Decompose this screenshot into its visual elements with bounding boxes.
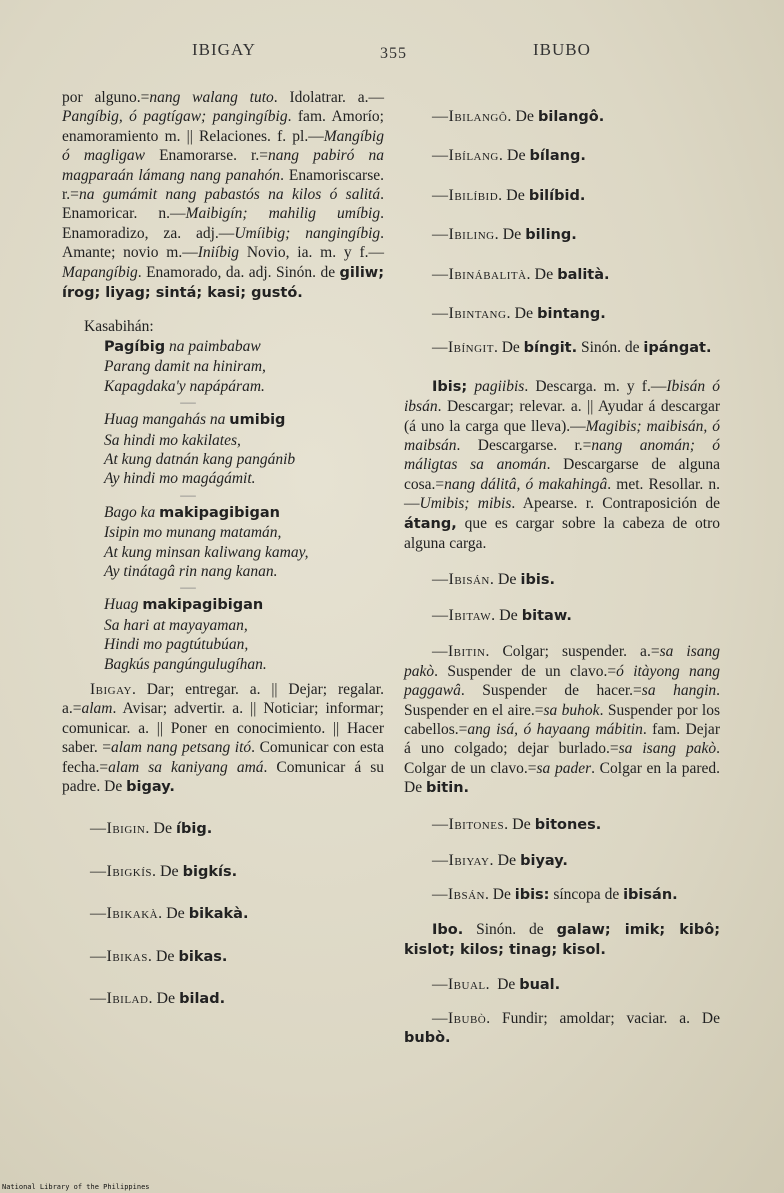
plain-text: . Dar; entregar. a. || Dejar; regalar. a.= — [62, 680, 384, 718]
plain-text: . Enamorado, da. adj. Sinón. de — [137, 263, 340, 281]
cross-reference-entry — [404, 225, 720, 245]
bold-term: bíngit. — [523, 340, 578, 357]
bold-term: ibisán. — [623, 887, 678, 904]
italic-text: Maibigín; mahilig umíbig — [185, 205, 381, 223]
separator: . — [147, 947, 156, 965]
xref-word: ibis. — [520, 571, 555, 588]
xref-word: bilad. — [179, 991, 226, 1008]
plain-text: . Suspender de hacer.= — [460, 682, 642, 700]
proverb-verses — [62, 337, 384, 674]
entry-head: —Ibisán — [432, 570, 490, 588]
verse-line — [104, 503, 384, 523]
xref-de: De — [497, 851, 521, 869]
xref-de: De — [506, 186, 529, 204]
entry-head: —Ibintang — [432, 305, 507, 323]
separator: . — [489, 851, 498, 869]
bold-term: ibis: — [514, 887, 550, 904]
verse-line: At kung datnán kang pangánib — [104, 450, 296, 468]
entry-body — [485, 886, 678, 903]
italic-text: alam sa kaniyang amá — [108, 758, 264, 776]
verse-text: Huag mangahás na — [104, 411, 230, 429]
xref-word: bigkís. — [182, 863, 238, 880]
verse-line: Kapagdaka'y napápáram. — [104, 377, 265, 395]
entry-head: —Ibsán — [432, 886, 486, 904]
right-column — [404, 88, 720, 1049]
italic-text: Pangíbig, ó pagtígaw; pangingíbig — [62, 108, 288, 126]
xref-word: bilangô. — [537, 109, 605, 125]
separator: . — [494, 226, 503, 244]
plain-text: . Apearse. r. Contraposición de — [511, 495, 720, 513]
italic-text: Ibisán ó ibsán — [404, 377, 721, 416]
plain-text: Enamorarse. r.= — [144, 147, 268, 165]
verse-line: Isipin mo munang matamán, — [104, 524, 282, 542]
cross-reference-entry — [62, 947, 384, 967]
entry-head: —Ibitones — [432, 815, 505, 833]
entry-head: —Ibiling — [432, 226, 495, 244]
right-xrefs-top — [404, 107, 720, 324]
plain-text: . Descargar; relevar. a. || Ayudar á descargar (á uno la carga que lleva).— — [404, 398, 720, 435]
entry-ibsan — [404, 885, 720, 905]
entry-head: —Ibual — [432, 975, 486, 993]
cross-reference-entry — [62, 989, 384, 1009]
cross-reference-entry — [404, 186, 720, 206]
entry-head: —Ibitin — [432, 643, 486, 661]
entry-head: —Ibilíbid — [432, 186, 499, 204]
verse-text: na paimbabaw — [165, 337, 261, 355]
cross-reference-entry — [62, 862, 384, 882]
verse-line — [104, 337, 384, 357]
xref-de: De — [160, 862, 183, 880]
entry-ibis — [404, 377, 720, 554]
left-xrefs — [62, 819, 384, 1009]
verse-line — [104, 595, 384, 615]
cross-reference-entry — [404, 851, 720, 871]
xref-word: bilíbid. — [528, 187, 586, 204]
plain-text: . Fundir; amoldar; vaciar. a. De — [486, 1010, 720, 1027]
bold-term: makipagibigan — [142, 597, 264, 614]
separator: . — [526, 265, 535, 283]
plain-text: Sinón. de — [463, 920, 557, 938]
xref-word: bitaw. — [521, 607, 572, 624]
xref-word: biyay. — [520, 852, 568, 869]
running-head-right: IBUBO — [533, 40, 591, 59]
plain-text: . Idolatrar. a.— — [273, 89, 385, 106]
xref-word: biling. — [525, 227, 577, 244]
italic-text: alam nang petsang itó — [111, 739, 252, 757]
entry-body — [62, 681, 384, 795]
xref-de: De — [497, 570, 521, 588]
entry-ibitin — [404, 642, 720, 798]
xref-de: De — [506, 147, 530, 165]
stanza-divider: — — [180, 486, 196, 504]
proverb-stanza — [104, 595, 384, 674]
entry-body — [494, 339, 712, 356]
italic-text: sa isang pakò — [404, 643, 720, 680]
cross-reference-entry — [404, 815, 720, 835]
entry-head: —Ibilad — [90, 990, 149, 1008]
plain-text: que es cargar sobre la cabeza de otro alguna carga. — [404, 514, 720, 553]
entry-head: —Ibigkís — [90, 862, 152, 880]
bold-term: galaw; imik; kibô; kislot; kilos; tinag; kisol. — [404, 921, 721, 959]
separator: . — [148, 990, 157, 1008]
bold-term: Pagíbig — [104, 338, 166, 355]
verse-line: Parang damit na hiniram, — [104, 358, 266, 376]
italic-text: Mangíbig ó magligaw — [62, 127, 384, 165]
italic-text: nang dálitâ, ó makahingâ — [444, 475, 608, 493]
xref-de: De — [166, 905, 189, 923]
stanza-divider: — — [180, 394, 196, 412]
italic-text: sa isang pakò — [618, 740, 717, 758]
plain-text: . fam. Dejar á uno colgado; dejar burlado.= — [404, 720, 720, 758]
cross-reference-entry — [404, 107, 720, 127]
xref-word: bintang. — [537, 306, 606, 323]
entry-head: Ibigay — [90, 680, 132, 698]
entry-ibingit — [404, 338, 720, 358]
plain-text: . Enamoriscarse. r.= — [62, 166, 384, 204]
bold-term: bigay. — [126, 779, 175, 795]
separator: . — [498, 186, 507, 204]
italic-text: Magibis; maibisán, ó maibsán — [404, 417, 720, 455]
verse-text: Bago ka — [104, 503, 160, 521]
entry-head: —Ibitaw — [432, 606, 492, 624]
cross-reference-entry — [62, 819, 384, 839]
plain-text: síncopa de — [549, 886, 624, 904]
entry-head: —Ibikakà — [90, 905, 159, 923]
verse-text: Huag — [104, 596, 143, 614]
italic-text: nang anomán; ó máligtas sa anomán — [404, 437, 720, 474]
plain-text: . Suspender por los cabellos.= — [404, 701, 720, 738]
italic-text: Iniíbig — [197, 244, 240, 262]
plain-text: . Avisar; advertir. a. || Noticiar; informar; comunicar. a. || Poner en conocimiento. || Hacer saber. = — [62, 700, 384, 757]
bold-term: giliw; írog; liyag; sintá; kasi; gustó. — [62, 264, 384, 302]
plain-text: . Comunicar con esta fecha.= — [62, 739, 384, 776]
kasabihan-label: Kasabihán: — [84, 318, 154, 336]
entry-ibo — [404, 920, 720, 961]
cross-reference-entry — [404, 265, 720, 285]
running-head-left: IBIGAY — [192, 40, 256, 59]
plain-text: . Colgar; suspender. a.= — [485, 643, 660, 661]
plain-text: . Descargarse. r.= — [456, 437, 592, 455]
entry-head: —Ibinábalità — [432, 265, 527, 283]
xref-de: De — [515, 108, 538, 125]
cross-reference-entry — [404, 304, 720, 324]
left-column — [62, 88, 384, 1009]
xref-word: balità. — [557, 266, 610, 283]
right-xrefs-low — [404, 815, 720, 872]
verse-line: Hindi mo pagtútubúan, — [104, 636, 249, 654]
xref-de: De — [514, 305, 538, 323]
plain-text: Novio, ia. m. y f.— — [239, 244, 384, 262]
italic-text: ang isá, ó hayaang mábitin — [467, 720, 643, 738]
italic-text: nang pabiró na magparaán lámang nang panahón — [62, 147, 384, 184]
entry-head: —Ibikas — [90, 947, 148, 965]
plain-text: . met. Resollar. n.— — [404, 475, 720, 513]
bold-term: átang, — [404, 515, 457, 532]
bold-term: makipagibigan — [159, 504, 280, 521]
italic-text: alam — [81, 700, 113, 718]
xref-de: De — [155, 947, 179, 965]
proverb-stanza — [104, 503, 384, 582]
cross-reference-entry — [62, 904, 384, 924]
plain-text: . De — [493, 339, 524, 357]
xref-word: bílang. — [529, 148, 586, 165]
italic-text: na gumámit nang pabastós na kilos ó salitá — [78, 186, 381, 204]
italic-text: sa hangin — [641, 682, 717, 700]
entry-head: —Ibíngit — [432, 339, 494, 357]
plain-text: . Amante; novio m.— — [62, 224, 385, 262]
xref-word: bual. — [519, 976, 561, 993]
plain-text: Sinón. de — [577, 339, 644, 357]
right-xrefs-mid — [404, 570, 720, 627]
verse-line: Ay hindi mo magágámit. — [104, 470, 256, 488]
xref-word: bikakà. — [188, 906, 249, 923]
italic-text: nang walang tuto — [149, 89, 274, 106]
bold-term: Ibis; — [432, 378, 468, 395]
italic-text: Umíibig; nangingíbig — [234, 224, 381, 242]
entry-head: —Ibílang — [432, 147, 499, 165]
xref-de: De — [156, 990, 180, 1008]
plain-text: por alguno.= — [62, 89, 150, 106]
verse-line: At kung minsan kaliwang kamay, — [104, 543, 309, 561]
separator: . — [498, 147, 507, 165]
entry-head: —Ibigin — [90, 820, 146, 838]
plain-text: . Colgar en la pared. De — [404, 759, 720, 797]
verse-line — [104, 410, 384, 430]
italic-text: Mapangíbig — [62, 263, 138, 281]
plain-text: . Descarga. m. y f.— — [524, 377, 667, 395]
entry-ibigay — [62, 680, 384, 797]
entry-continuation — [62, 88, 384, 303]
italic-text: pagiibis — [474, 377, 525, 395]
proverb-stanza — [104, 410, 384, 489]
page-number: 355 — [380, 45, 407, 62]
bold-term: umibig — [229, 412, 286, 429]
library-footer: National Library of the Philippines — [2, 1183, 150, 1191]
separator: . — [145, 820, 154, 838]
bold-term: Ibo. — [432, 921, 464, 938]
italic-text: sa buhok — [543, 701, 600, 719]
entry-head: —Ibiyay — [432, 851, 490, 869]
italic-text: sa pader — [536, 759, 592, 777]
entry-ibubo — [404, 1009, 720, 1049]
bold-term: bitin. — [425, 780, 470, 797]
xref-de: De — [534, 265, 558, 283]
verse-line: Bagkús pangúngulugíhan. — [104, 655, 267, 673]
entry-head: —Ibilangô — [432, 108, 508, 125]
plain-text: . Enamoricar. n.— — [62, 186, 384, 223]
plain-text: . Colgar de un clavo.= — [404, 740, 720, 777]
italic-text: Umibis; mibis — [419, 495, 512, 513]
xref-de: De — [499, 606, 522, 624]
verse-line: Ay tinátagâ rin nang kanan. — [104, 562, 278, 580]
verse-line: Sa hari at mayayaman, — [104, 616, 248, 634]
plain-text: . Suspender de un clavo.= — [434, 662, 617, 680]
xref-de: De — [502, 226, 526, 244]
xref-de: De — [497, 975, 516, 993]
separator: . — [152, 862, 160, 880]
entry-body — [404, 643, 720, 796]
plain-text: . Descargarse de alguna cosa.= — [404, 456, 720, 493]
verse-line: Sa hindi mo kakilates, — [104, 431, 241, 449]
cross-reference-entry — [404, 570, 720, 590]
entry-ibual: —Ibual. De bual. — [432, 975, 561, 993]
proverb-stanza — [104, 337, 384, 396]
plain-text: . Comunicar á su padre. De — [62, 758, 384, 795]
xref-word: bikas. — [178, 948, 228, 965]
xref-de: De — [512, 815, 535, 833]
xref-word: íbig. — [176, 821, 213, 838]
separator: . — [507, 108, 516, 125]
separator: . — [506, 305, 515, 323]
cross-reference-entry — [404, 606, 720, 626]
entry-head: —Ibubò — [432, 1010, 487, 1027]
plain-text: . Enamoradizo, za. adj.— — [62, 205, 384, 242]
xref-de: De — [153, 820, 177, 838]
xref-word: bitones. — [534, 816, 602, 833]
separator: . — [489, 570, 498, 588]
bold-term: ipángat. — [643, 340, 712, 357]
separator: . — [504, 815, 513, 833]
separator: . — [158, 905, 167, 923]
plain-text: . De — [485, 886, 515, 904]
cross-reference-entry — [404, 146, 720, 166]
bold-term: bubò. — [404, 1030, 451, 1047]
stanza-divider: — — [180, 579, 196, 597]
plain-text: . fam. Amorío; enamoramiento m. || Relaciones. f. pl.— — [62, 108, 384, 145]
plain-text: . Suspender en el aire.= — [404, 682, 721, 719]
separator: . — [491, 606, 500, 624]
italic-text: ó itàyong nang paggawâ — [404, 662, 720, 700]
